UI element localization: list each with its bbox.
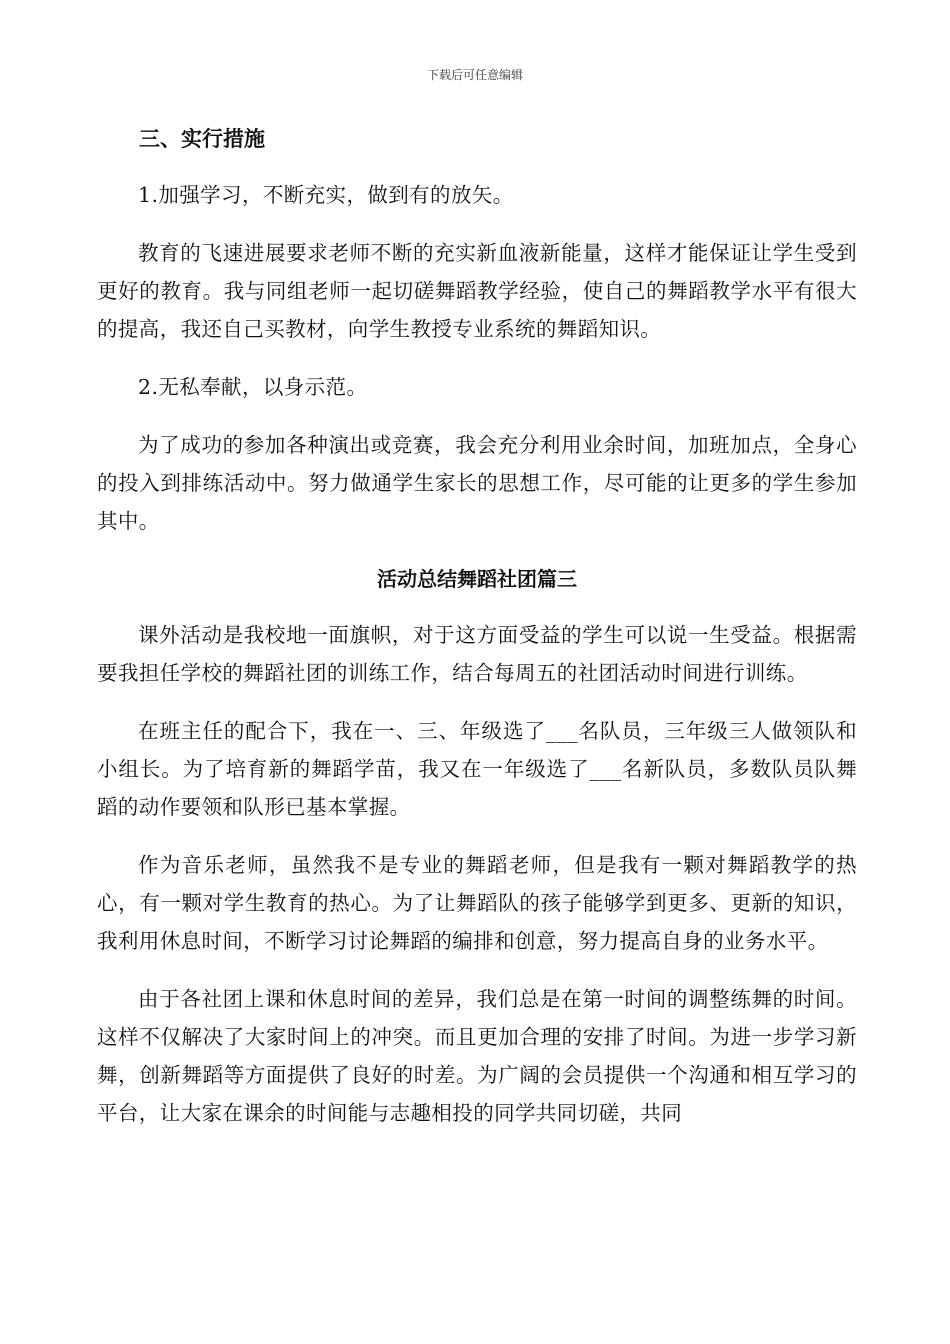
item1-title: 1.加强学习，不断充实，做到有的放矢。 [138,183,514,207]
item2-title: 2.无私奉献，以身示范。 [138,375,368,399]
item1-body: 教育的飞速进展要求老师不断的充实新血液新能量，这样才能保证让学生受到更好的教育。我与同组老师一起切磋舞蹈教学经验，使自己的舞蹈教学水平有很大的提高，我还自己买教材，向学生教授专业系统的舞蹈知识。 [97,241,857,341]
paragraph-1: 课外活动是我校地一面旗帜，对于这方面受益的学生可以说一生受益。根据需要我担任学校的舞蹈社团的训练工作，结合每周五的社团活动时间进行训练。 [97,623,857,685]
paragraph-2: 在班主任的配合下，我在一、三、年级选了___名队员，三年级三人做领队和小组长。为了培育新的舞蹈学苗，我又在一年级选了___名新队员，多数队员队舞蹈的动作要领和队形已基本掌握。 [97,719,857,819]
header-note: 下载后可任意编辑 [426,68,523,82]
document-content [97,120,857,1132]
article-title: 活动总结舞蹈社团篇三 [377,567,577,591]
item2-body: 为了成功的参加各种演出或竞赛，我会充分利用业余时间，加班加点，全身心的投入到排练活动中。努力做通学生家长的思想工作，尽可能的让更多的学生参加其中。 [97,433,857,533]
paragraph-4: 由于各社团上课和休息时间的差异，我们总是在第一时间的调整练舞的时间。这样不仅解决了大家时间上的冲突。而且更加合理的安排了时间。为进一步学习新舞，创新舞蹈等方面提供了良好的时差。为广阔的会员提供一个沟通和相互学习的平台，让大家在课余的时间能与志趣相投的同学共同切磋，共同 [97,987,857,1125]
paragraph-3: 作为音乐老师，虽然我不是专业的舞蹈老师，但是我有一颗对舞蹈教学的热心，有一颗对学生教育的热心。为了让舞蹈队的孩子能够学到更多、更新的知识，我利用休息时间，不断学习讨论舞蹈的编排和创意，努力提高自身的业务水平。 [97,853,857,953]
section-heading: 三、实行措施 [139,126,265,151]
